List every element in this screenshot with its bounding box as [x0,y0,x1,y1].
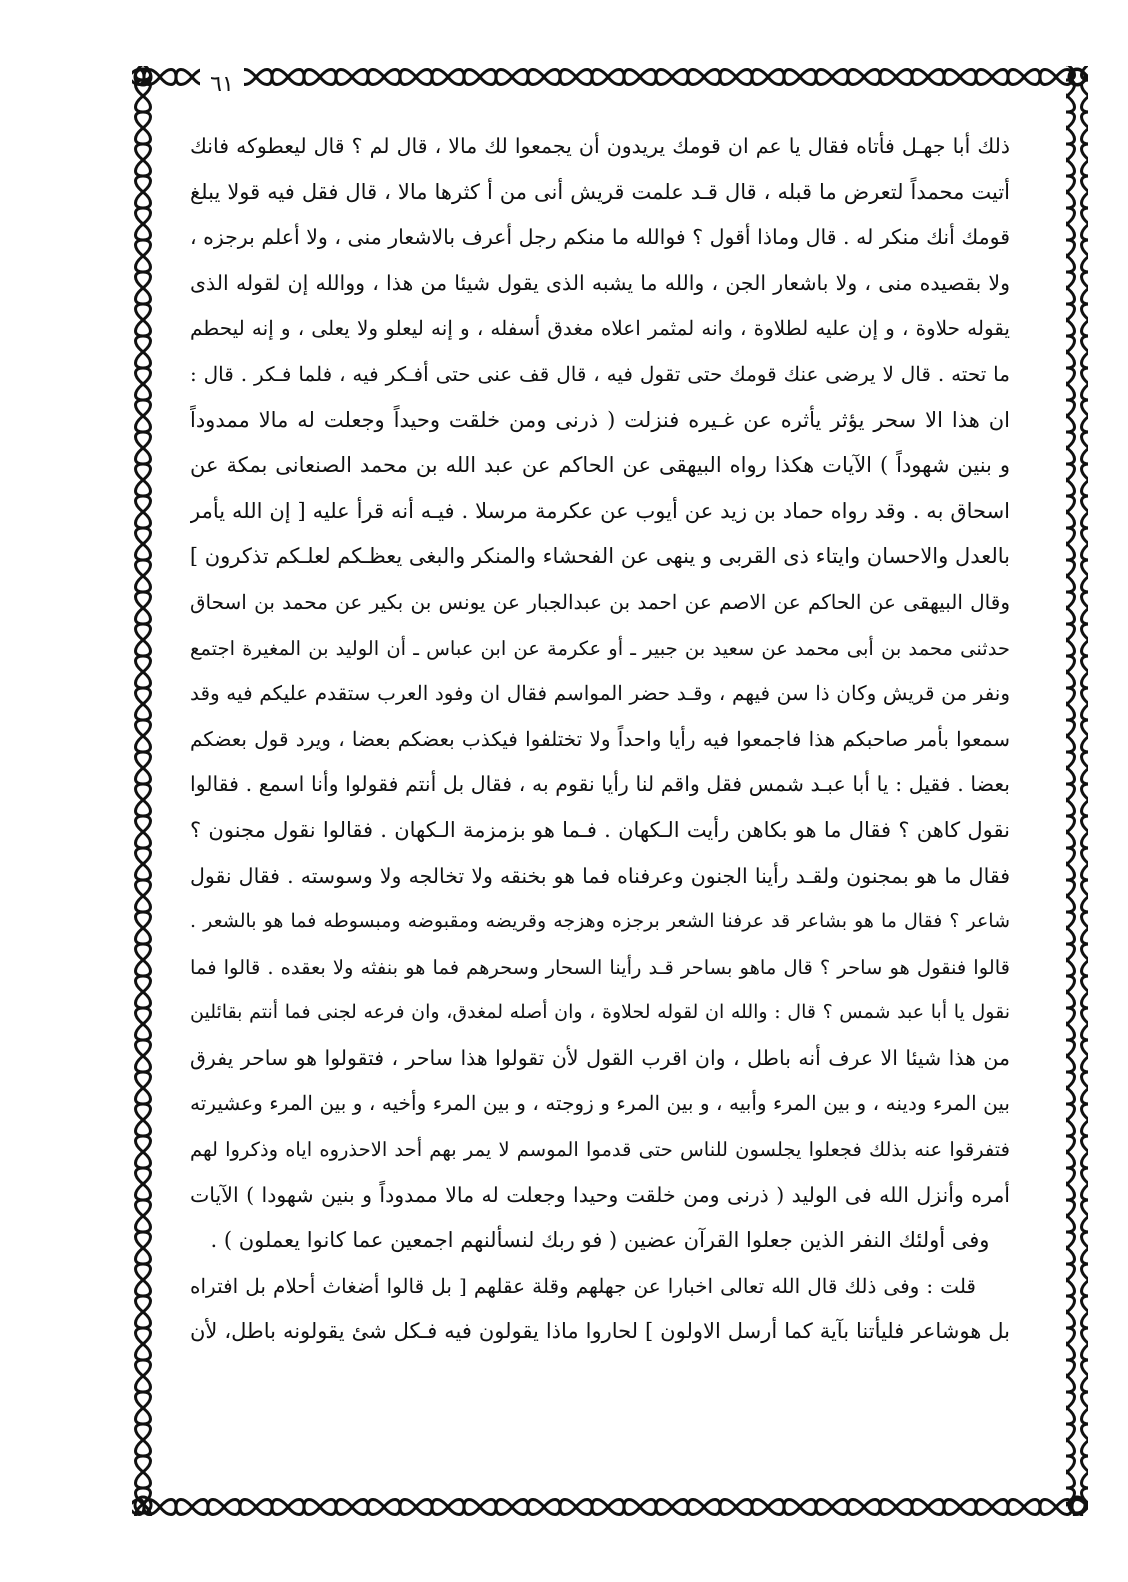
text-line: سمعوا بأمر صاحبكم هذا فاجمعوا فيه رأيا واحداً ولا تختلفوا فيكذب بعضكم بعضا ، ويرد قول بعضكم [190,726,1010,751]
text-line: نقول كاهن ؟ فقال ما هو بكاهن رأيت الـكهان . فـما هو بزمزمة الـكهان . فقالوا نقول مجنون ؟ [190,817,1010,842]
text-line: ولا بقصيده منى ، ولا باشعار الجن ، والله ما يشبه الذى يقول شيئا من هذا ، ووالله إن لقوله الذى [190,270,1010,295]
text-line: قلت : وفى ذلك قال الله تعالى اخبارا عن جهلهم وقلة عقلهم [ بل قالوا أضغاث أحلام بل افتراه [190,1273,976,1298]
text-line: فتفرقوا عنه بذلك فجعلوا يجلسون للناس حتى قدموا الموسم لا يمر بهم أحد الاحذروه اياه وذكروا لهم [190,1138,1010,1162]
text-line: بالعدل والاحسان وايتاء ذى القربى و ينهى عن الفحشاء والمنكر والبغى يعظـكم لعلـكم تذكرون ] [190,544,1010,569]
text-line: وقال البيهقى عن الحاكم عن الاصم عن احمد بن عبدالجبار عن يونس بن بكير عن محمد بن اسحاق [190,589,1010,614]
text-line: أتيت محمداً لتعرض ما قبله ، قال قـد علمت قريش أنى من أ كثرها مالا ، قال فقل فيه قولا يبلغ [190,179,1010,204]
text-line: ما تحته . قال لا يرضى عنك قومك حتى تقول فيه ، قال قف عنى حتى أفـكر فيه ، فلما فـكر . قال : [190,361,1010,386]
text-line: أمره وأنزل الله فى الوليد ( ذرنى ومن خلقت وحيدا وجعلت له مالا ممدوداً و بنين شهودا ) الآيات [190,1182,1010,1207]
text-line: قالوا فنقول هو ساحر ؟ قال ماهو بساحر قـد رأينا السحار وسحرهم فما هو بنفثه ولا بعقده . قالوا فما [190,955,1010,979]
text-line: قومك أنك منكر له . قال وماذا أقول ؟ فوالله ما منكم رجل أعرف بالاشعار منى ، ولا أعلم برجزه ، [190,225,1010,250]
text-line: ان هذا الا سحر يؤثر يأثره عن غـيره فنزلت ( ذرنى ومن خلقت وحيداً وجعلت له مالا ممدوداً [190,407,1010,432]
text-line: ونفر من قريش وكان ذا سن فيهم ، وقـد حضر المواسم فقال ان وفود العرب ستقدم عليكم فيه وقد [190,681,1010,706]
text-line: بعضا . فقيل : يا أبا عبـد شمس فقل واقم لنا رأيا نقوم به ، فقال بل أنتم فقولوا وأنا اسمع . فقالوا [190,772,1010,797]
page-body-text [190,124,1010,1484]
text-line: اسحاق به . وقد رواه حماد بن زيد عن أيوب عن عكرمة مرسلا . فيـه أنه قرأ عليه [ إن الله يأمر [190,498,1010,523]
text-line: وفى أولئك النفر الذين جعلوا القرآن عضين ( فو ربك لنسألنهم اجمعين عما كانوا يعملون ) . [210,1228,990,1253]
text-line: حدثنى محمد بن أبى محمد عن سعيد بن جبير ـ أو عكرمة عن ابن عباس ـ أن الوليد بن المغيرة اجتمع [190,636,1010,660]
text-line: بل هوشاعر فليأتنا بآية كما أرسل الاولون ] لحاروا ماذا يقولون فيه فـكل شئ يقولونه باطل، لأن [190,1319,1010,1344]
text-line: شاعر ؟ فقال ما هو بشاعر قد عرفنا الشعر برجزه وهزجه وقريضه ومقبوضه ومبسوطه فما هو بالشعر . [190,910,1010,933]
text-line: يقوله حلاوة ، و إن عليه لطلاوة ، وانه لمثمر اعلاه مغدق أسفله ، و إنه ليعلو ولا يعلى ، و إنه ليحطم [190,316,1010,341]
text-line: نقول يا أبا عبد شمس ؟ قال : والله ان لقوله لحلاوة ، وان أصله لمغدق، وان فرعه لجنى فما أنتم بقائلين [190,1001,1010,1024]
text-line: ذلك أبا جهـل فأتاه فقال يا عم ان قومك يريدون أن يجمعوا لك مالا ، قال لم ؟ قال ليعطوكه فانك [190,134,1010,158]
page-number: ٦١ [200,68,244,102]
text-line: و بنين شهوداً ) الآيات هكذا رواه البيهقى عن الحاكم عن عبد الله بن محمد الصنعانى بمكة عن [190,453,1010,478]
border-bottom [132,1494,1088,1516]
border-left [132,66,154,1516]
text-line: من هذا شيئا الا عرف أنه باطل ، وان اقرب القول لأن تقولوا هذا ساحر ، فتقولوا هو ساحر يفرق [190,1045,1010,1070]
text-line: فقال ما هو بمجنون ولقـد رأينا الجنون وعرفناه فما هو بخنقه ولا تخالجه ولا وسوسته . فقال نقول [190,863,1010,888]
border-top [132,66,1088,88]
text-line: بين المرء ودينه ، و بين المرء وأبيه ، و بين المرء و زوجته ، و بين المرء وأخيه ، و بين المرء وعشيرته [190,1091,1010,1116]
border-right [1066,66,1088,1516]
